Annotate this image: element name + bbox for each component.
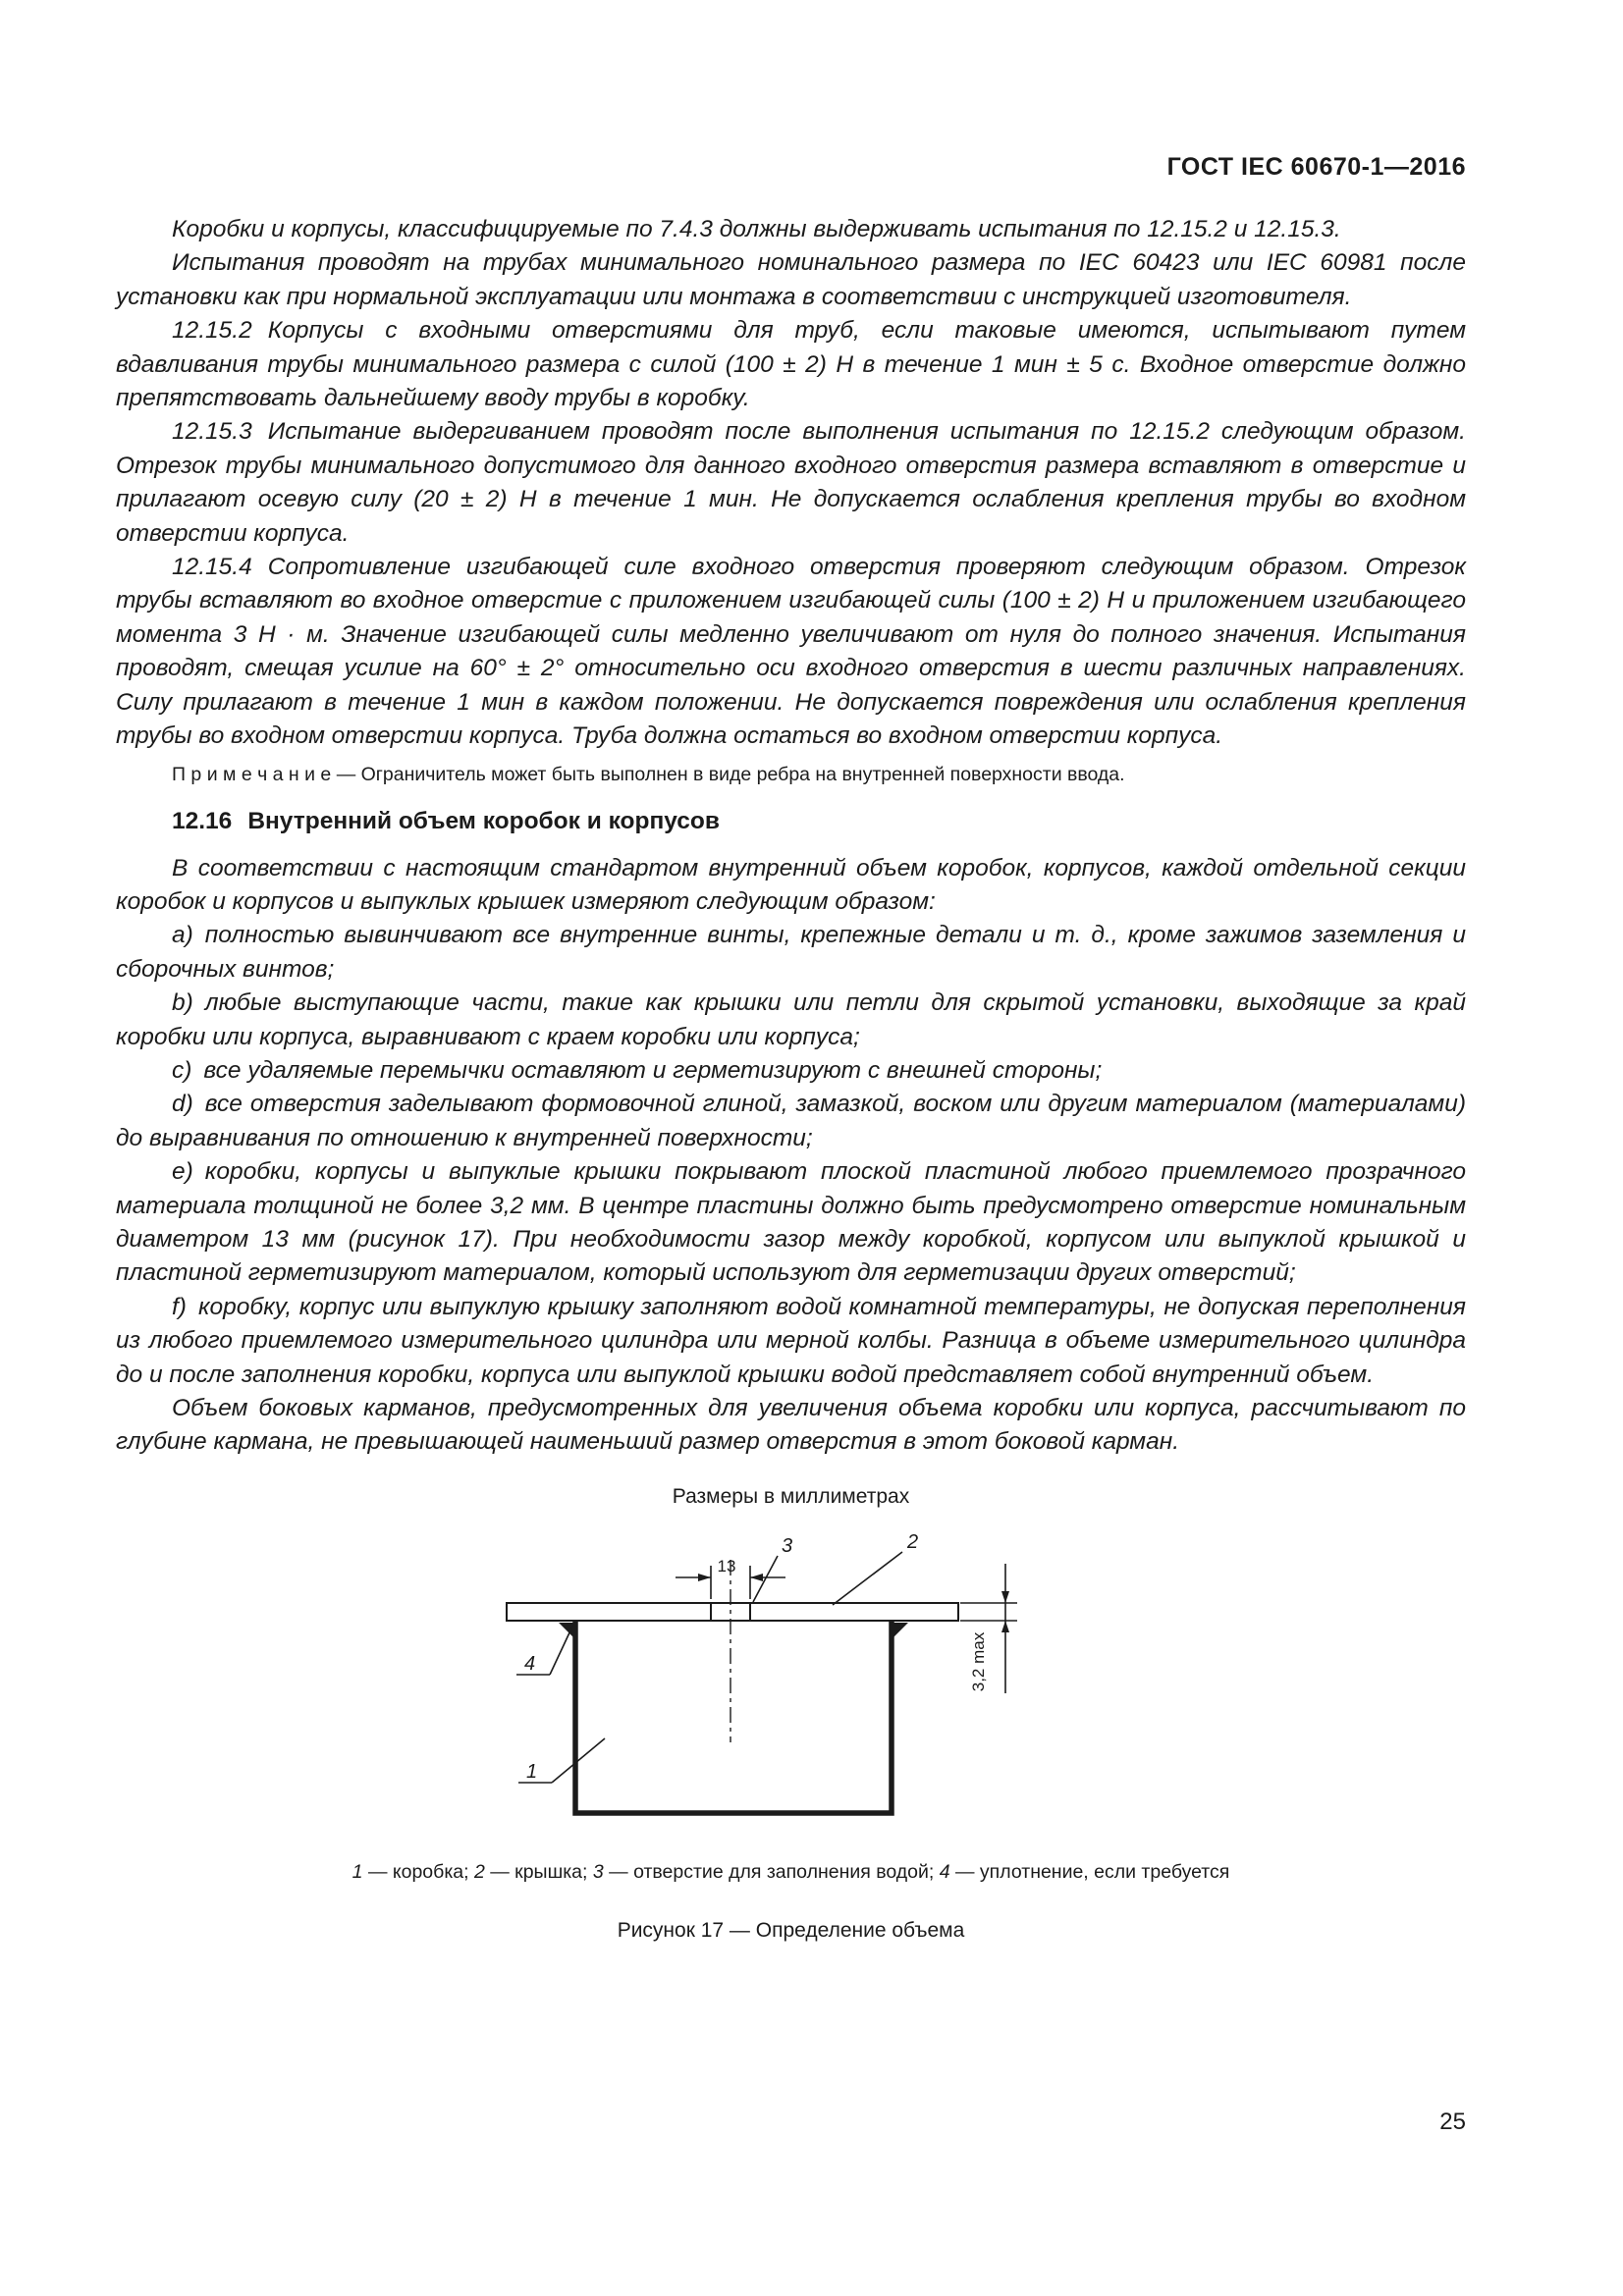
paragraph-text: Корпусы с входными отверстиями для труб, если таковые имеются, испытывают путем вдавливания трубы минимального размера с силой (100 ± 2) Н в течение 1 мин ± 5 с. Входное отверстие должно препятствовать дальнейшему вводу трубы в коробку. xyxy=(116,317,1466,412)
section-heading xyxy=(116,805,1466,838)
callout-4 xyxy=(516,1629,571,1675)
caption-text: — уплотнение, если требуется xyxy=(955,1860,1230,1883)
paragraph: Коробки и корпусы, классифицируемые по 7.4.3 должны выдерживать испытания по 12.15.2 и 12.15.3. xyxy=(172,216,1341,242)
list-item-letter: e) xyxy=(172,1158,193,1186)
page-content xyxy=(116,153,1466,1943)
subclause-number: 12.15.2 xyxy=(172,317,252,345)
list-item-letter: d) xyxy=(172,1091,193,1118)
list-item xyxy=(116,987,1466,1054)
callout-1 xyxy=(518,1738,605,1783)
callout-3-label: 3 xyxy=(781,1534,792,1557)
dim-thickness-label: 3,2 max xyxy=(968,1631,988,1692)
section-number: 12.16 xyxy=(172,807,233,834)
section-title: Внутренний объем коробок и корпусов xyxy=(247,807,720,834)
figure-17-drawing xyxy=(467,1515,1115,1839)
subclause-number: 12.15.4 xyxy=(172,554,252,581)
list-item-letter: b) xyxy=(172,989,193,1017)
paragraph-text: Сопротивление изгибающей силе входного отверстия проверяют следующим образом. Отрезок трубы вставляют во входное отверстие с приложением изгибающей силы (100 ± 2) Н и приложением изгибающего момента 3 Н · м. Значение изгибающей силы медленно увеличивают от нуля до полного значения. Испытания проводят, смещая усилие на 60° ± 2° относительно оси входного отверстия в шести различных направлениях. Силу прилагают в течение 1 мин в каждом положении. Не допускается повреждения или ослабления крепления трубы во входном отверстии корпуса. Труба должна остаться во входном отверстии корпуса. xyxy=(116,554,1466,750)
page-number: 25 xyxy=(1439,2109,1466,2135)
figure-dimension-note: Размеры в миллиметрах xyxy=(672,1484,910,1508)
subclause-number: 12.15.3 xyxy=(172,418,252,446)
callout-4-label: 4 xyxy=(523,1652,535,1675)
paragraph xyxy=(116,314,1466,415)
seal-right xyxy=(892,1623,908,1639)
list-item xyxy=(116,1291,1466,1392)
cover-plate xyxy=(507,1603,958,1621)
paragraph xyxy=(116,415,1466,551)
caption-number: 3 xyxy=(592,1860,604,1883)
paragraph: В соответствии с настоящим стандартом внутренний объем коробок, корпусов, каждой отдельной секции коробок и корпусов и выпуклых крышек измеряют следующим образом: xyxy=(116,854,1466,915)
dimension-thickness xyxy=(960,1564,1017,1693)
list-item xyxy=(116,919,1466,987)
list-item-text: полностью вывинчивают все внутренние винты, крепежные детали и т. д., кроме зажимов заземления и сборочных винтов; xyxy=(116,922,1466,983)
list-item-text: любые выступающие части, такие как крышки или петли для скрытой установки, выходящие за край коробки или корпуса, выравнивают с краем коробки или корпуса; xyxy=(116,989,1466,1050)
callout-2 xyxy=(833,1531,918,1605)
caption-number: 4 xyxy=(939,1860,950,1883)
list-item xyxy=(116,1054,1466,1088)
caption-number: 2 xyxy=(473,1860,485,1883)
figure-caption xyxy=(116,1861,1466,1884)
figure-title: Рисунок 17 — Определение объема xyxy=(617,1918,965,1942)
paragraph: Испытания проводят на трубах минимального номинального размера по IEC 60423 или IEC 60981 после установки как при нормальной эксплуатации или монтажа в соответствии с инструкцией изготовителя. xyxy=(116,249,1466,310)
caption-text: — коробка; xyxy=(367,1860,469,1883)
paragraph-text: Испытание выдергиванием проводят после выполнения испытания по 12.15.2 следующим образом. Отрезок трубы минимального допустимого для данного входного отверстия размера вставляют в отверстие и прилагают осевую силу (20 ± 2) Н в течение 1 мин. Не допускается ослабления крепления трубы во входном отверстии корпуса. xyxy=(116,418,1466,547)
list-item-letter: a) xyxy=(172,922,193,949)
paragraph: Объем боковых карманов, предусмотренных для увеличения объема коробки или корпуса, рассчитывают по глубине кармана, не превышающей наименьший размер отверстия в этот боковой карман. xyxy=(116,1395,1466,1456)
list-item-text: все удаляемые перемычки оставляют и герметизируют с внешней стороны; xyxy=(203,1056,1103,1084)
caption-text: — отверстие для заполнения водой; xyxy=(609,1860,935,1883)
callout-3 xyxy=(753,1535,792,1602)
document-header: ГОСТ IEC 60670-1—2016 xyxy=(1166,153,1466,181)
caption-text: — крышка; xyxy=(490,1860,588,1883)
callout-1-label: 1 xyxy=(525,1760,537,1783)
list-item-text: все отверстия заделывают формовочной глиной, замазкой, воском или другим материалом (материалами) до выравнивания по отношению к внутренней поверхности; xyxy=(116,1091,1466,1151)
list-item-letter: c) xyxy=(172,1056,192,1084)
list-item xyxy=(116,1088,1466,1155)
list-item-letter: f) xyxy=(172,1293,187,1320)
box-outline xyxy=(575,1621,892,1813)
list-item-text: коробку, корпус или выпуклую крышку заполняют водой комнатной температуры, не допуская переполнения из любого приемлемого измерительного цилиндра или мерной колбы. Разница в объеме измерительного цилиндра до и после заполнения коробки, корпуса или выпуклой крышки водой представляет собой внутренний объем. xyxy=(116,1293,1466,1388)
note: П р и м е ч а н и е — Ограничитель может быть выполнен в виде ребра на внутренней поверхности ввода. xyxy=(172,763,1125,785)
list-item-text: коробки, корпусы и выпуклые крышки покрывают плоской пластиной любого приемлемого прозрачного материала толщиной не более 3,2 мм. В центре пластины должно быть предусмотрено отверстие номинальным диаметром 13 мм (рисунок 17). При необходимости зазор между коробкой, корпусом или выпуклой крышкой и пластиной герметизируют материалом, который используют для герметизации других отверстий; xyxy=(116,1158,1466,1287)
callout-2-label: 2 xyxy=(906,1530,918,1553)
figure-17 xyxy=(116,1515,1466,1843)
list-item xyxy=(116,1155,1466,1291)
caption-number: 1 xyxy=(352,1860,363,1883)
paragraph xyxy=(116,551,1466,753)
dim-13-label: 13 xyxy=(717,1556,735,1575)
